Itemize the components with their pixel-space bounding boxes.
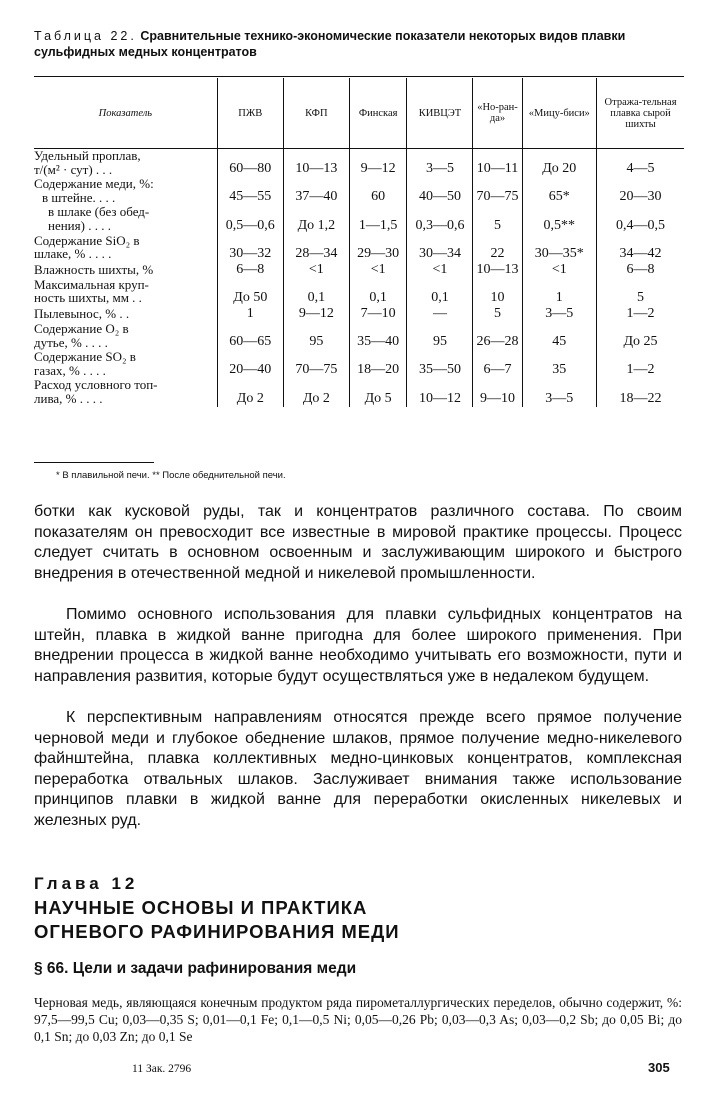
row-label-line: газах, % . . . . [34, 362, 106, 378]
paragraph: Помимо основного использования для плавки сульфидных концентратов на штейн, плавка в жидкой ванне пригодна для более широкого применения. При внедрении процесса в жидкой ванне необходимо учитывать его возможности, пути и направления развития, которые будут осуществляться уже в недалеком будущем. [34, 606, 682, 685]
table-cell: <1 [349, 262, 407, 278]
table-caption-label: Таблица 22. [34, 29, 137, 43]
table-row [34, 378, 684, 406]
row-label-line: Расход условного топ- [34, 377, 158, 393]
table-cell: 35—40 [349, 322, 407, 350]
table-row [34, 262, 684, 278]
table-cell: 20—40 [217, 350, 283, 378]
table-cell: 6—7 [473, 350, 522, 378]
table-cell: 10—13 [283, 149, 349, 178]
page-number: 305 [648, 1060, 670, 1075]
row-label [34, 205, 217, 233]
row-label-line: шлаке, % . . . . [34, 246, 112, 262]
table-cell: 65* [522, 177, 597, 205]
table-row [34, 234, 684, 262]
table-cell: 40—50 [407, 177, 473, 205]
table-cell: 37—40 [283, 177, 349, 205]
section-text: Черновая медь, являющаяся конечным продуктом ряда пирометаллургических переделов, обычно содержит, %: 97,5—99,5 Cu; 0,03—0,35 S; 0,01—0,1 Fe; 0,1—0,5 Ni; 0,05—0,26 Pb; 0,03—0,3 As; 0,03—0,2 Sb; до 0,05 Bi; до 0,1 Sn; до 0,03 Zn; до 0,1 Se [34, 995, 682, 1044]
table-cell: 9—10 [473, 378, 522, 406]
table-cell: 5 [473, 306, 522, 322]
table-cell: До 20 [522, 149, 597, 178]
row-label [34, 234, 217, 262]
chapter-title [34, 896, 400, 944]
table-cell: 29—30 [349, 234, 407, 262]
table-cell: 3—5 [522, 306, 597, 322]
column-header: Финская [349, 78, 407, 149]
row-label-line: Содержание O₂ в [34, 320, 129, 336]
row-label-line: Максимальная круп- [34, 276, 149, 292]
column-header: Отража-тельная плавка сырой шихты [597, 78, 684, 149]
table-cell: 0,1 [407, 278, 473, 306]
table-caption-text: Сравнительные технико-экономические показатели некоторых видов плавки сульфидных медных концентратов [34, 29, 626, 59]
row-label-line: Влажность шихты, % [34, 262, 154, 278]
table-cell: 45 [522, 322, 597, 350]
table-cell: 3—5 [407, 149, 473, 178]
table-cell: 3—5 [522, 378, 597, 406]
table-cell: 35 [522, 350, 597, 378]
table-top-rule [34, 76, 684, 77]
table-cell: 6—8 [597, 262, 684, 278]
row-label [34, 149, 217, 178]
row-label-line: Удельный проплав, [34, 148, 141, 163]
table-cell: До 1,2 [283, 205, 349, 233]
row-label-line: Содержание меди, %: [34, 176, 154, 192]
column-header: КФП [283, 78, 349, 149]
row-label-line: в шлаке (без обед- [48, 204, 150, 220]
column-header: «Но-ран-да» [473, 78, 522, 149]
printing-order-mark: 11 Зак. 2796 [132, 1063, 192, 1075]
table-cell: 45—55 [217, 177, 283, 205]
table-cell: 26—28 [473, 322, 522, 350]
table-cell: 5 [597, 278, 684, 306]
paragraph: ботки как кусковой руды, так и концентратов различного состава. По своим показателям он превосходит все известные в мировой практике процессы. Процесс следует считать в основном освоенным и заслуживающим широкого и быстрого внедрения в отечественной медной и никелевой промышленности. [34, 503, 682, 582]
chapter-label: Глава 12 [34, 874, 139, 893]
section-title: § 66. Цели и задачи рафинирования меди [34, 960, 357, 977]
table-cell: 7—10 [349, 306, 407, 322]
table-footnote: * В плавильной печи. ** После обеднительной печи. [56, 470, 286, 481]
table-cell: 4—5 [597, 149, 684, 178]
column-header: Показатель [34, 78, 217, 149]
table-cell: 70—75 [473, 177, 522, 205]
table-row [34, 350, 684, 378]
table-caption [34, 28, 684, 60]
table-cell: — [407, 306, 473, 322]
table-cell: 0,3—0,6 [407, 205, 473, 233]
table-cell: 60 [349, 177, 407, 205]
table-row [34, 322, 684, 350]
table-cell: 10—12 [407, 378, 473, 406]
table-cell: До 25 [597, 322, 684, 350]
row-label-line: ность шихты, мм . . [34, 290, 142, 306]
table-cell: 1—1,5 [349, 205, 407, 233]
table-cell: До 5 [349, 378, 407, 406]
table-cell: 0,5** [522, 205, 597, 233]
row-label-line: лива, % . . . . [34, 390, 103, 406]
table-cell: 60—65 [217, 322, 283, 350]
column-header: ПЖВ [217, 78, 283, 149]
row-label-line: Пылевынос, % . . [34, 306, 130, 322]
row-label-line: нения) . . . . [48, 217, 111, 233]
table-cell: <1 [283, 262, 349, 278]
table-cell: 0,5—0,6 [217, 205, 283, 233]
row-label-line: Содержание SiO₂ в [34, 232, 140, 248]
row-label-line: дутье, % . . . . [34, 334, 108, 350]
table-row [34, 177, 684, 205]
table-cell: 0,4—0,5 [597, 205, 684, 233]
table-cell: <1 [407, 262, 473, 278]
row-label [34, 306, 217, 322]
table-cell: 18—20 [349, 350, 407, 378]
table-cell: 30—34 [407, 234, 473, 262]
table-cell: 20—30 [597, 177, 684, 205]
table-cell: 30—32 [217, 234, 283, 262]
row-label [34, 350, 217, 378]
table-cell: 35—50 [407, 350, 473, 378]
table-cell: До 2 [283, 378, 349, 406]
paragraph: К перспективным направлениям относятся прежде всего прямое получение черновой меди и глубокое обеднение шлаков, прямое получение медно-никелевого файнштейна, плавка коллективных медно-цинковых концентратов, комплексная переработка отвальных шлаков. Заслуживает внимания также использование принципов плавки в жидкой ванне для переработки окисленных никелевых и железных руд. [34, 709, 682, 829]
row-label [34, 262, 217, 278]
chapter-title-line: НАУЧНЫЕ ОСНОВЫ И ПРАКТИКА [34, 897, 368, 918]
row-label [34, 378, 217, 406]
table-cell: 70—75 [283, 350, 349, 378]
table-row [34, 306, 684, 322]
table-cell: До 2 [217, 378, 283, 406]
table-cell: 1 [217, 306, 283, 322]
table-cell: 0,1 [349, 278, 407, 306]
table-cell: 60—80 [217, 149, 283, 178]
table-cell: 28—34 [283, 234, 349, 262]
table-cell: 9—12 [283, 306, 349, 322]
table-cell: 10 [473, 278, 522, 306]
table-cell: 34—42 [597, 234, 684, 262]
table-cell: 22 [473, 234, 522, 262]
footnote-rule [34, 462, 154, 463]
row-label-line: Содержание SO₂ в [34, 349, 136, 365]
table-row [34, 205, 684, 233]
row-label [34, 177, 217, 205]
table-cell: 0,1 [283, 278, 349, 306]
table-body [34, 149, 684, 407]
table-cell: 5 [473, 205, 522, 233]
table-cell: 95 [283, 322, 349, 350]
table-cell: <1 [522, 262, 597, 278]
table-cell: 1—2 [597, 350, 684, 378]
row-label [34, 278, 217, 306]
table-cell: 6—8 [217, 262, 283, 278]
row-label [34, 322, 217, 350]
table-cell: 9—12 [349, 149, 407, 178]
comparison-table [34, 78, 684, 407]
table-cell: До 50 [217, 278, 283, 306]
column-header: КИВЦЭТ [407, 78, 473, 149]
table-cell: 1 [522, 278, 597, 306]
table-row [34, 149, 684, 178]
column-header: «Мицу-биси» [522, 78, 597, 149]
row-label-line: т/(м² · сут) . . . [34, 161, 113, 177]
table-cell: 10—11 [473, 149, 522, 178]
table-cell: 30—35* [522, 234, 597, 262]
table-header-row [34, 78, 684, 149]
table-cell: 10—13 [473, 262, 522, 278]
table-cell: 1—2 [597, 306, 684, 322]
table-cell: 95 [407, 322, 473, 350]
chapter-title-line: ОГНЕВОГО РАФИНИРОВАНИЯ МЕДИ [34, 921, 400, 942]
table-row [34, 278, 684, 306]
table-cell: 18—22 [597, 378, 684, 406]
row-label-line: в штейне. . . . [42, 189, 116, 205]
